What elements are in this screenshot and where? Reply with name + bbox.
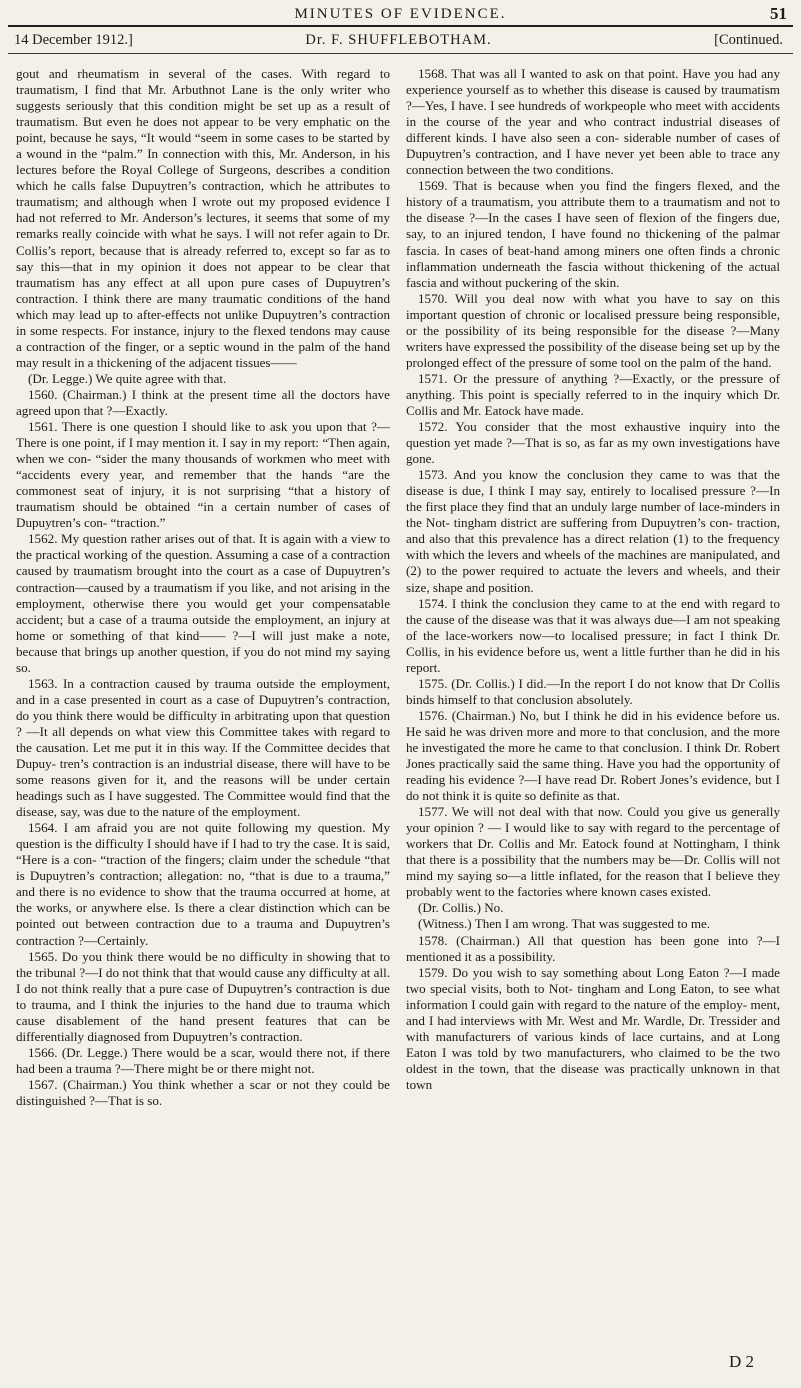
paragraph: 1561. There is one question I should like to ask you upon that ?—There is one point, if I may mention it. I say in my report: “Then again, when we con- “sider the many thousands of workmen who meet with “accidents every year, and remember that the hands “are the commonest seat of injury, it is not surprising “that a history of traumatism should be obtained “in a certain number of cases of Dupuytren’s con- “traction.” [16, 419, 390, 531]
left-column [16, 66, 390, 1356]
paragraph: (Witness.) Then I am wrong. That was suggested to me. [418, 916, 711, 932]
paragraph: 1570. Will you deal now with what you have to say on this important question of chronic or localised pressure being responsible, or the possibility of its being responsible for the disease ?—Many writers have expressed the possibility of the disease being set up by the prolonged effect of the pressure of some tool on the palm of the hand. [406, 290, 780, 370]
paragraph: 1577. We will not deal with that now. Could you give us generally your opinion ? — I would like to say with regard to the percentage of workers that Dr. Collis and Mr. Eatock found at Nottingham, I think that there is a possibility that the numbers may be—Dr. Collis will not mind my saying so—a little inflated, for the reason that I believe they probably went to the factories where known cases existed. [406, 804, 780, 900]
subheader-rule [8, 53, 793, 54]
signature-text: D 2 [728, 1352, 754, 1371]
paragraph: 1563. In a contraction caused by trauma outside the employment, and in a case presented in court as a case of Dupuytren’s contraction, do you think there would be difficulty in arbitrating upon that question ? —It all depends on what view this Committee takes with regard to the causation. Let me put it in this way. If the Committee decides that Dupuy- tren’s contraction is an industrial disease, there will have to be some reasons given for it, and the reasons will be under certain headings such as I have suggested. The Committee would find that the disease, say, was due to the nature of the employment. [16, 675, 390, 820]
paragraph: 1562. My question rather arises out of that. It is again with a view to the practical working of the question. Assuming a case of a contraction caused by traumatism brought into the court as a case of Dupuytren’s contraction—caused by a traumatism if you like, and not arising in the employment, otherwise there you would get your compensatable accident; but a case of a trauma outside the employment, an injury at home or something of that kind—— ?—I will just make a note, because that brings up another question, if you do not mind my saying so. [16, 531, 390, 675]
paragraph: 1578. (Chairman.) All that question has been gone into ?—I mentioned it as a possibility. [406, 932, 780, 964]
paragraph: 1579. Do you wish to say something about Long Eaton ?—I made two special visits, both to Not- tingham and Long Eaton, to see what information I could gain with regard to the nature of the employ- ment, and I had interviews with Mr. West and Mr. Wardle, Dr. Tressider and with manufacturers of various kinds of lace curtains, and at Long Eaton I was told by two manufacturers, who claimed to be the two oldest in the town, that the disease was practically unknown in that town [406, 964, 780, 1092]
page-number: 51 [770, 4, 787, 23]
paragraph: (Dr. Collis.) No. [418, 900, 504, 916]
paragraph: 1566. (Dr. Legge.) There would be a scar, would there not, if there had been a trauma ?—There might be or there might not. [16, 1044, 390, 1076]
continued-label: [Continued. [714, 32, 783, 48]
paragraph: 1572. You consider that the most exhaustive inquiry into the question yet made ?—That is so, as far as my own investigations have gone. [406, 419, 780, 467]
paragraph: 1567. (Chairman.) You think whether a scar or not they could be distinguished ?—That is so. [16, 1076, 390, 1108]
paragraph: 1569. That is because when you find the fingers flexed, and the history of a traumatism, you attribute them to a traumatism and not to the disease ?—In the cases I have seen of flexion of the fingers due, say, to an injured tendon, I have found no thickening of the palmar fascia. In cases of beat-hand among miners one often finds a chronic inflammation underneath the fascia without thickening of the actual fascia and without puckering of the skin. [406, 178, 780, 290]
paragraph: (Dr. Legge.) We quite agree with that. [28, 370, 227, 386]
paragraph: 1568. That was all I wanted to ask on that point. Have you had any experience yourself as to whether this disease is caused by traumatism ?—Yes, I have. I see hundreds of workpeople who meet with accidents in the course of the year and who contract industrial diseases of different kinds. I have also seen a con- siderable number of cases of Dupuytren’s contraction, and I have never yet been able to trace any connection between the two conditions. [406, 66, 780, 178]
paragraph: gout and rheumatism in several of the cases. With regard to traumatism, I find that Mr. Arbuthnot Lane is the only writer who suggests seriously that this condition might be set up as a result of traumatism. But even he does not appear to be very emphatic on the point, because he says, “It would “seem in some cases to be started by a wound in the “palm.” In connection with this, Mr. Anderson, in his lectures before the Royal College of Surgeons, describes a condition which he calls false Dupuytren’s contraction, which he attributes to traumatism; and although when I wrote out my proposed evidence I had not referred to Mr. Anderson’s lectures, it seems that some of my remarks really coincide with what he says. I will not refer again to Dr. Collis’s report, because that is already referred to, except so far as to say this—that in my opinion it does not appear to be clear that traumatism has any effect at all upon pure cases of Dupuytren’s contraction. I think there are many traumatic conditions of the hand which may lead up to after-effects not unlike Dupuytren’s contraction in some respects. For instance, injury to the flexed tendons may cause a contraction of the finger, or a septic wound in the palm of the hand may result in a thickening of the adjacent tissues—— [16, 66, 390, 370]
paragraph: 1575. (Dr. Collis.) I did.—In the report I do not know that Dr Collis binds himself to that conclusion absolutely. [406, 675, 780, 707]
paragraph: 1576. (Chairman.) No, but I think he did in his evidence before us. He said he was driven more and more to that conclusion, and the more he investigated the more he came to that conclusion. I think Dr. Robert Jones practically said the same thing. Have you had the opportunity of reading his evidence ?—I have read Dr. Robert Jones’s evidence, but I do not think it is quite so definite as that. [406, 707, 780, 804]
witness-name: Dr. F. SHUFFLEBOTHAM. [305, 32, 492, 48]
right-column [406, 66, 780, 1356]
session-date: 14 December 1912.] [14, 32, 133, 48]
paragraph: 1565. Do you think there would be no difficulty in showing that to the tribunal ?—I do not think that that would cause any difficulty at all. I do not think really that a pure case of Dupuytren’s contraction is due to trauma, and I think the injuries to the hand due to trauma which cause disablement of the hand present features that can be differentially diagnosed from Dupuytren’s contraction. [16, 948, 390, 1044]
paragraph: 1571. Or the pressure of anything ?—Exactly, or the pressure of anything. This point is specially referred to in the inquiry which Dr. Collis and Mr. Eatock have made. [406, 370, 780, 418]
paragraph: 1574. I think the conclusion they came to at the end with regard to the cause of the disease was that it was always due—I am not speaking of the lace-workers now—to localised pressure; in fact I think Dr. Collis, in his evidence before us, went a little further than he did in his report. [406, 595, 780, 675]
running-title: MINUTES OF EVIDENCE. [294, 6, 507, 22]
paragraph: 1573. And you know the conclusion they came to was that the disease is due, I think I may say, entirely to localised pressure ?—In the first place they find that an unduly large number of lace-minders in the Not- tingham district are suffering from Dupuytren’s con- traction, and also that this prevalence has a direct relation (1) to the frequency with which the levers and wheels of the machines are manipulated, and (2) to the power required to actuate the levers and wheels, and their size, shape and position. [406, 467, 780, 595]
paragraph: 1560. (Chairman.) I think at the present time all the doctors have agreed upon that ?—Exactly. [16, 386, 390, 418]
header-rule [8, 25, 793, 27]
paragraph: 1564. I am afraid you are not quite following my question. My question is the difficulty I should have if I had to try the case. It is said, “Here is a con- “traction of the fingers; claim under the schedule “that is Dupuytren’s contraction; allegation: no, “that is due to a trauma,” and there is no evidence to show that the trauma occurred at home, at the works, or anywhere else. Is there a clear distinction which can be pointed out between contraction due to a trauma and Dupuytren’s contraction ?—Certainly. [16, 820, 390, 948]
signature-mark [406, 1352, 780, 1372]
